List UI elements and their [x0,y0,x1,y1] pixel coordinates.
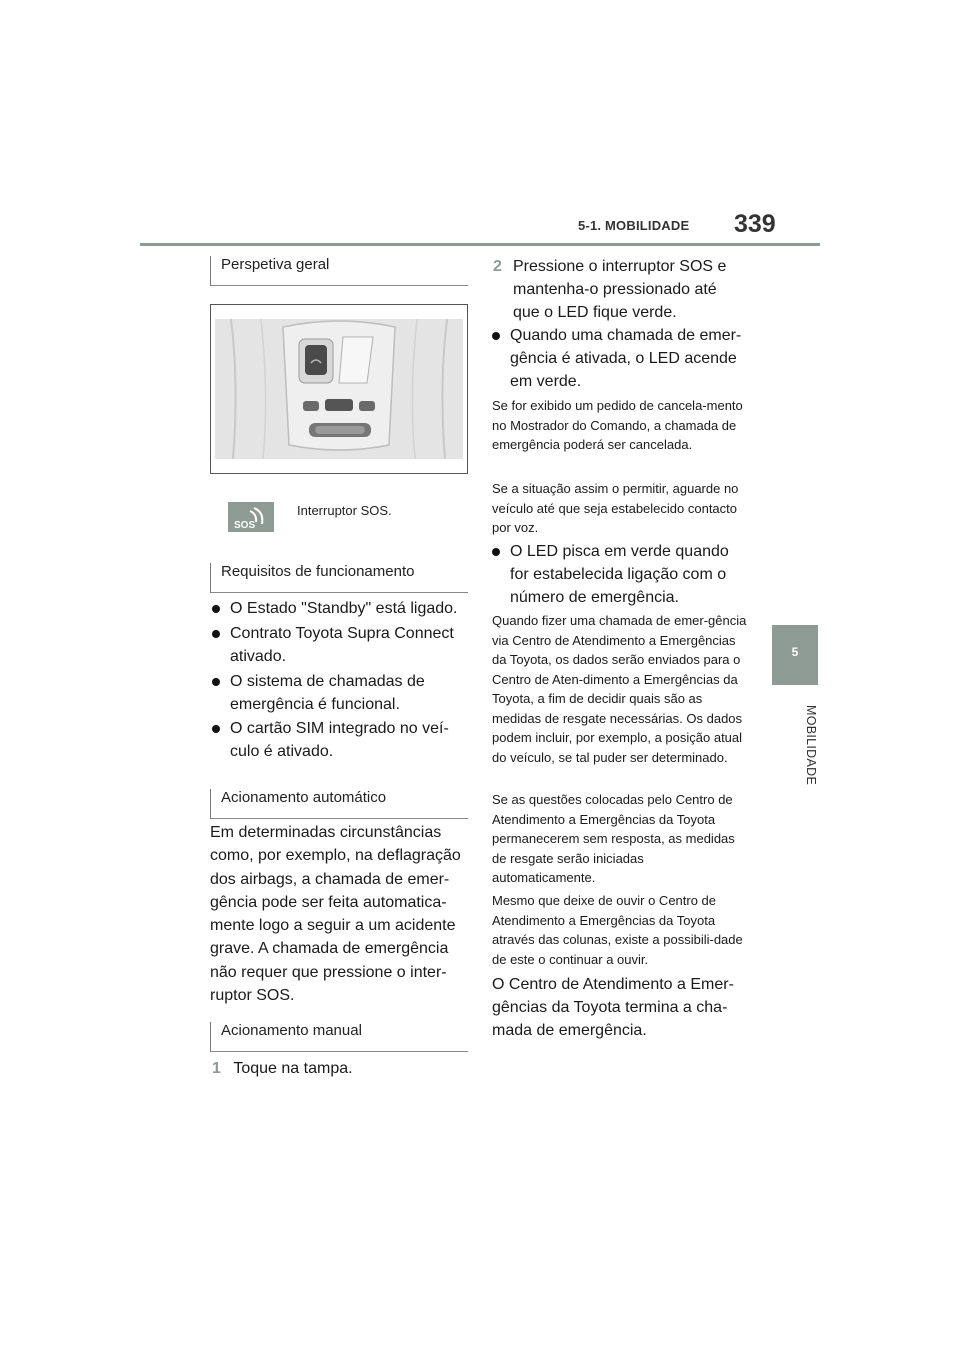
bullet-dot [212,605,220,613]
requirement-item [212,622,468,668]
note-paragraph: Mesmo que deixe de ouvir o Centro de Atendimento a Emergências da Toyota através das colunas, existe a possibili-dade de este o continuar a ouvir. [492,893,743,967]
info-bullet [492,324,746,393]
sos-icon-text: SOS [234,520,256,531]
bullet-dot [212,725,220,733]
sos-icon [228,502,274,532]
page-number: 339 [734,210,776,238]
requirements-heading: Requisitos de funcionamento [210,563,468,593]
note-paragraph: Se for exibido um pedido de cancela-mento no Mostrador do Comando, a chamada de emergência poderá ser cancelada. [492,398,743,452]
sos-overhead-figure [210,304,468,474]
chapter-tab [772,625,818,685]
requirement-item [212,597,468,620]
chapter-title: 5-1. MOBILIDADE [578,218,690,233]
info-bullet-text: O LED pisca em verde quando for estabelecida ligação com o número de emergência. [510,543,729,606]
bullet-dot [492,548,500,556]
info-bullet-text: Quando uma chamada de emer-gência é ativada, o LED acende em verde. [510,327,742,390]
overview-heading: Perspetiva geral [210,256,468,286]
chapter-tab-label: MOBILIDADE [804,704,818,786]
bullet-dot [212,678,220,686]
step-2 [493,255,743,324]
step-2-number: 2 [493,258,502,275]
requirement-text: O sistema de chamadas de emergência é funcional. [230,673,425,713]
auto-paragraph: Em determinadas circunstâncias como, por exemplo, na deflagração dos airbags, a chamada de emer-gência pode ser feita automatica-mente logo a seguir a um acidente grave. A chamada de emergência não requer que pressione o inter-ruptor SOS. [210,824,461,1005]
requirement-text: O cartão SIM integrado no veí-culo é ativado. [230,720,449,760]
manual-heading: Acionamento manual [210,1022,468,1052]
final-paragraph: O Centro de Atendimento a Emer-gências da Toyota termina a cha-mada de emergência. [492,976,734,1039]
overhead-console-illustration [211,305,467,473]
sos-caption: Interruptor SOS. [297,503,392,518]
requirement-text: Contrato Toyota Supra Connect ativado. [230,625,454,665]
note-paragraph: Se as questões colocadas pelo Centro de Atendimento a Emergências da Toyota permanecerem sem resposta, as medidas de resgate serão iniciadas automaticamente. [492,792,735,885]
requirement-text: O Estado "Standby" está ligado. [230,600,458,617]
note-paragraph: Se a situação assim o permitir, aguarde no veículo até que seja estabelecido contacto por voz. [492,481,739,535]
step-1 [212,1057,468,1080]
chapter-tab-number: 5 [791,645,799,659]
bullet-dot [492,332,500,340]
info-bullet [492,540,746,609]
note-paragraph: Quando fizer uma chamada de emer-gência via Centro de Atendimento a Emergências da Toyota, os dados serão enviados para o Centro de Aten-dimento a Emergências da Toyota, a fim de decidir quais são as medidas de resgate necessárias. Os dados podem incluir, por exemplo, a posição atual do veículo, se tal puder ser determinado. [492,613,747,765]
step-1-text: Toque na tampa. [233,1060,353,1077]
step-2-text: Pressione o interruptor SOS e mantenha-o pressionado até que o LED fique verde. [513,258,727,321]
bullet-dot [212,630,220,638]
auto-heading: Acionamento automático [210,789,468,819]
step-1-number: 1 [212,1060,221,1077]
requirement-item [212,670,462,716]
header-rule [140,243,820,246]
requirement-item [212,717,462,763]
